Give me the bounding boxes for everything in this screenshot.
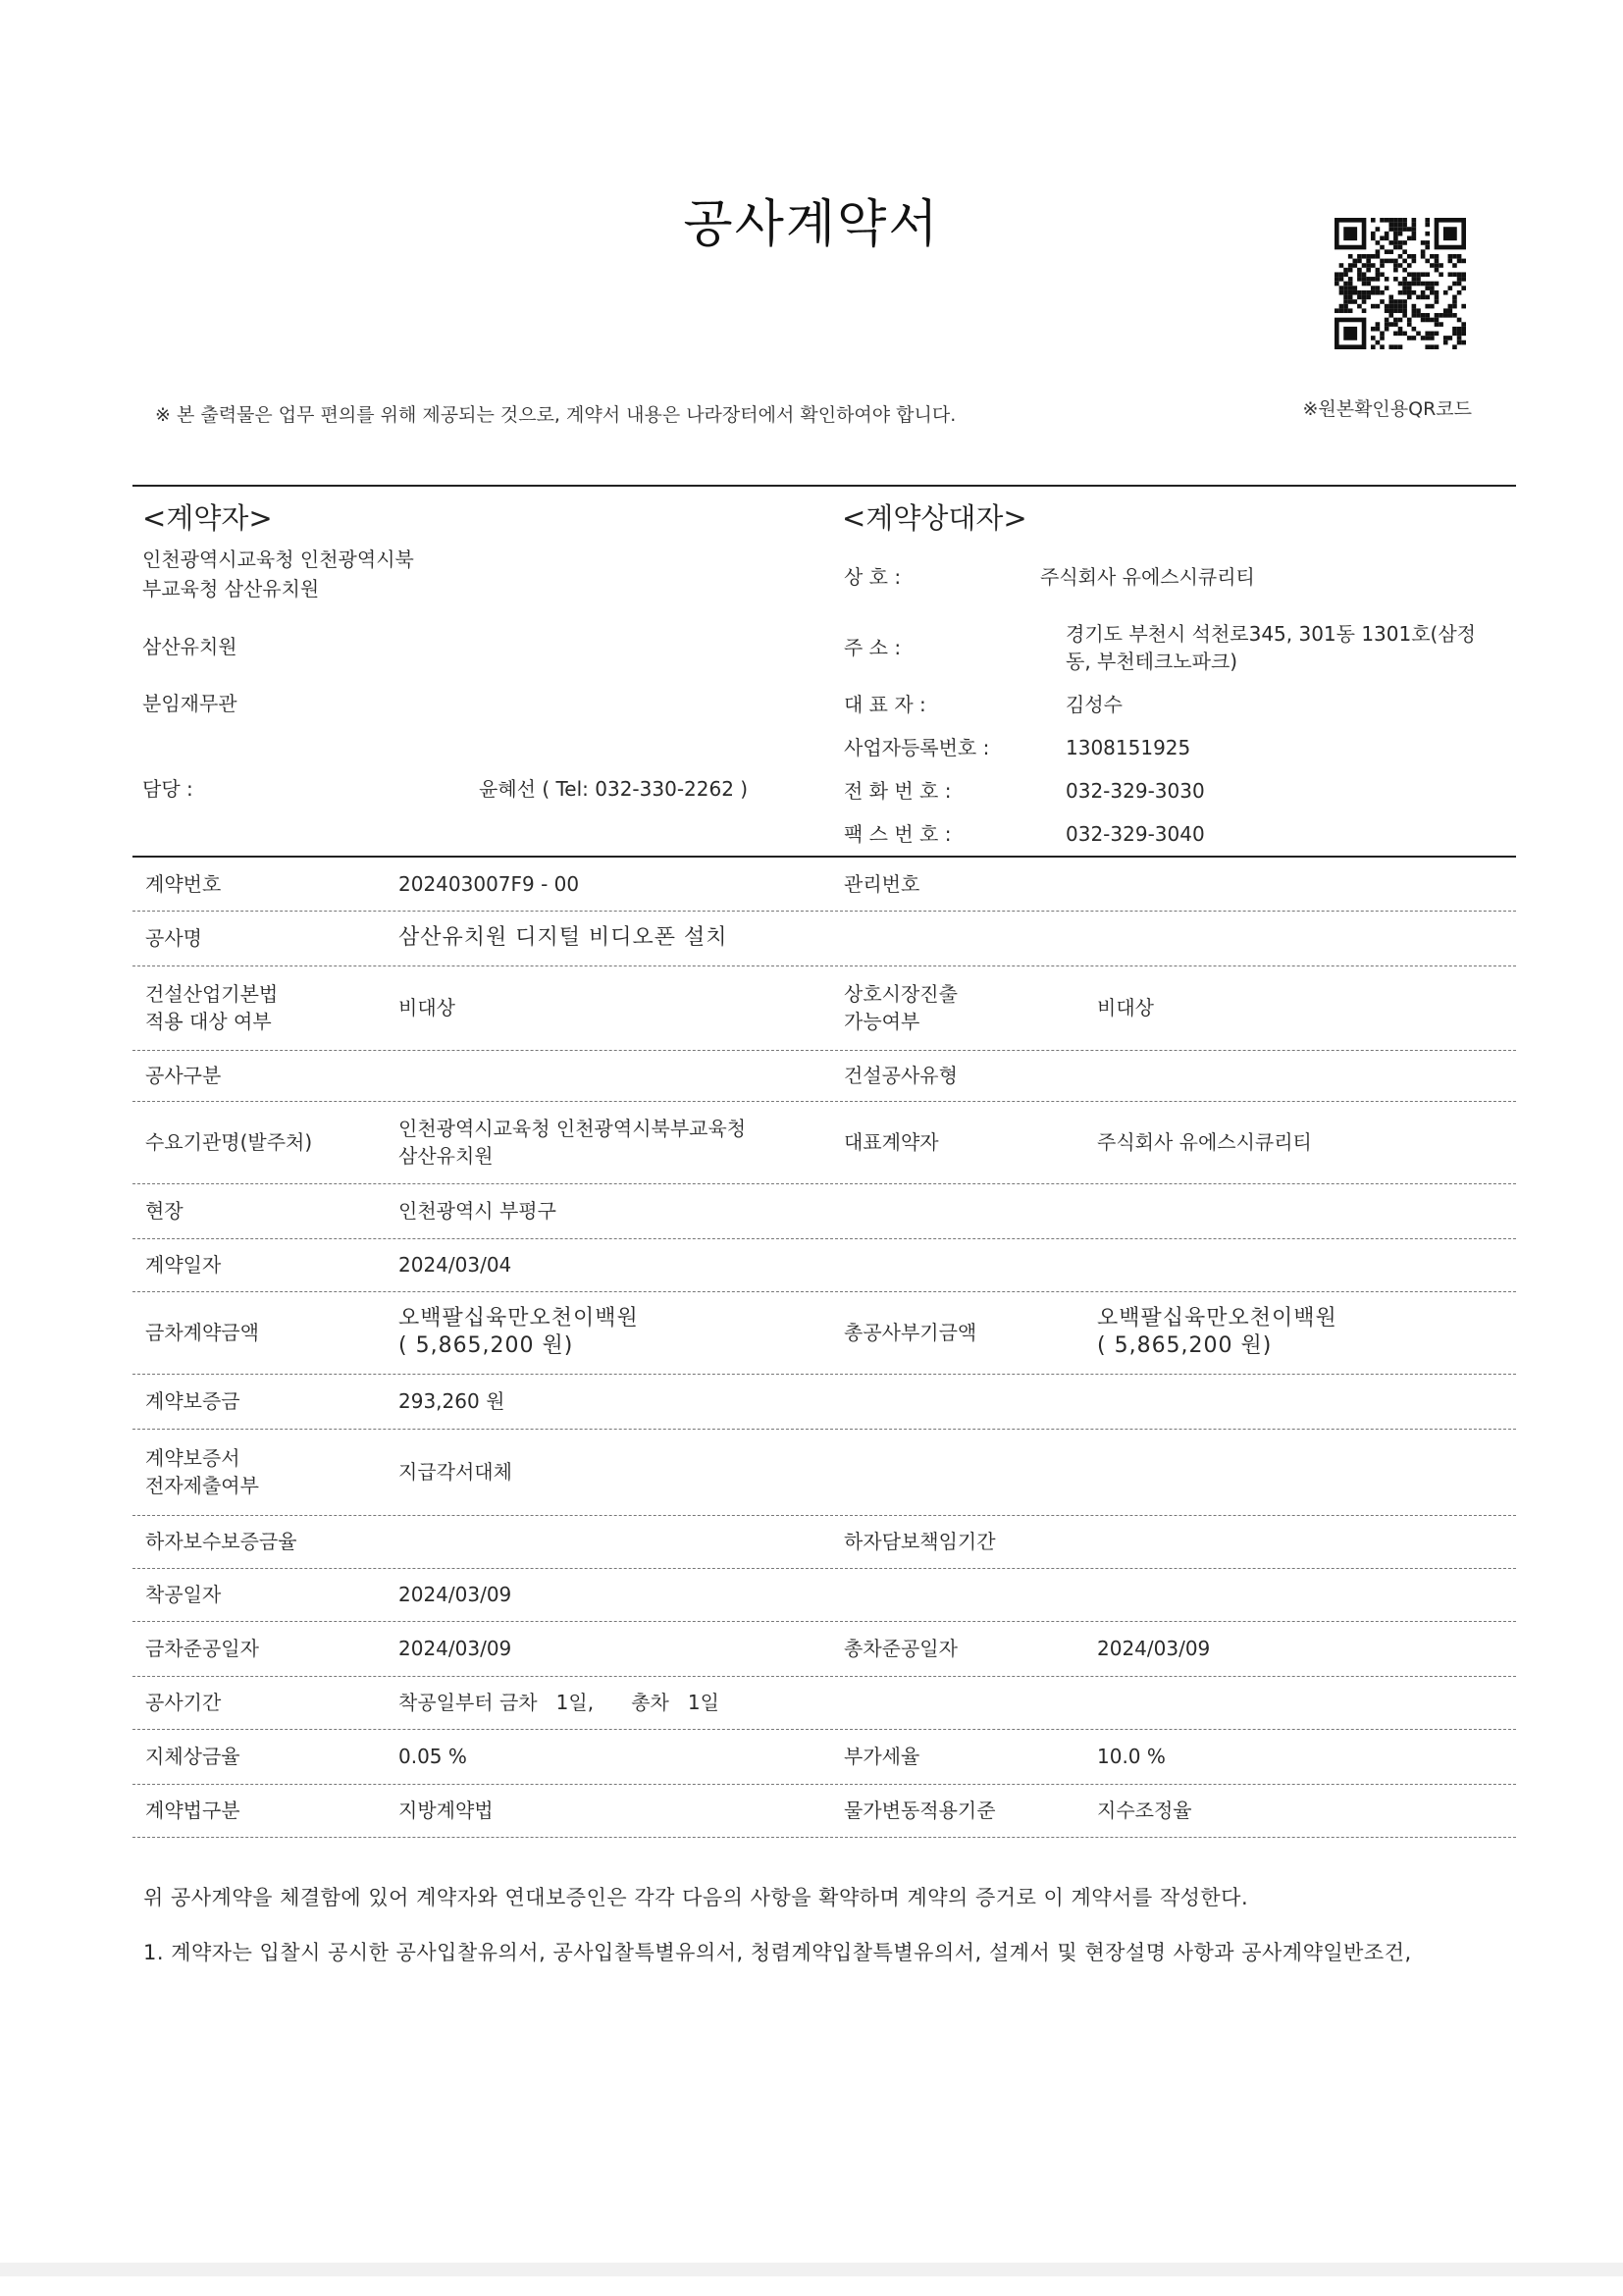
construction-category-label-right: 건설공사유형: [844, 1064, 958, 1087]
construction-name-value: 삼산유치원 디지털 비디오폰 설치: [398, 925, 728, 950]
contract-law-value-right: 지수조정율: [1097, 1799, 1192, 1822]
delay-rate-value: 0.05 %: [398, 1745, 467, 1768]
row-divider: [132, 1729, 1516, 1730]
ordering-agency-value: 인천광역시교육청 인천광역시북부교육청: [398, 1117, 747, 1140]
row-divider: [132, 1101, 1516, 1102]
row-divider: [132, 1183, 1516, 1184]
contractor-office: 분임재무관: [142, 692, 237, 715]
deposit-certificate-label: 계약보증서: [145, 1446, 240, 1470]
row-divider: [132, 1238, 1516, 1239]
delay-rate-label-right: 부가세율: [844, 1745, 920, 1768]
contract-number-value: 202403007F9 - 00: [398, 872, 580, 896]
table-top-rule: [132, 856, 1516, 858]
body-paragraph-2: 1. 계약자는 입찰시 공시한 공사입찰유의서, 공사입찰특별유의서, 청렴계약입찰특별유의서, 설계서 및 현장설명 사항과 공사계약일반조건,: [143, 1941, 1412, 1964]
counterparty-ceo-label: 대 표 자 :: [844, 693, 926, 716]
row-divider: [132, 1784, 1516, 1785]
qr-code-icon: [1335, 218, 1466, 349]
contract-number-label: 계약번호: [145, 872, 222, 896]
contract-date-label: 계약일자: [145, 1253, 222, 1277]
completion-date-label: 금차준공일자: [145, 1637, 259, 1660]
contractor-org-line2: 부교육청 삼산유치원: [142, 577, 320, 600]
contractor-heading: <계약자>: [142, 501, 273, 535]
row-divider: [132, 1837, 1516, 1838]
contract-number-label-right: 관리번호: [844, 872, 920, 896]
ordering-agency-value-right: 주식회사 유에스시큐리티: [1097, 1130, 1312, 1154]
construction-act-value: 비대상: [398, 996, 455, 1019]
row-divider: [132, 1568, 1516, 1569]
defect-rate-label: 하자보수보증금율: [145, 1530, 297, 1553]
start-date-label: 착공일자: [145, 1583, 222, 1606]
counterparty-name-label: 상 호 :: [844, 565, 902, 589]
contract-deposit-label: 계약보증금: [145, 1389, 240, 1413]
counterparty-ceo-value: 김성수: [1066, 693, 1123, 716]
construction-category-label: 공사구분: [145, 1064, 222, 1087]
construction-period-value: 착공일부터 금차 1일, 총차 1일: [398, 1691, 719, 1714]
completion-date-label-right: 총차준공일자: [844, 1637, 958, 1660]
row-divider: [132, 1515, 1516, 1516]
contract-amount-value-right: 오백팔십육만오천이백원: [1097, 1306, 1337, 1331]
deposit-certificate-value: 지급각서대체: [398, 1460, 512, 1484]
ordering-agency-value-line2: 삼산유치원: [398, 1144, 494, 1168]
contract-law-value: 지방계약법: [398, 1799, 494, 1822]
row-divider: [132, 1676, 1516, 1677]
counterparty-address-line1: 경기도 부천시 석천로345, 301동 1301호(삼정: [1066, 622, 1476, 646]
deposit-certificate-label-line2: 전자제출여부: [145, 1474, 259, 1497]
site-value: 인천광역시 부평구: [398, 1199, 556, 1223]
contract-date-value: 2024/03/04: [398, 1253, 512, 1277]
contractor-manager-label: 담당 :: [142, 777, 193, 801]
counterparty-address-label: 주 소 :: [844, 636, 902, 659]
contract-amount-label: 금차계약금액: [145, 1321, 259, 1344]
contractor-org-line1: 인천광역시교육청 인천광역시북: [142, 548, 414, 571]
contract-amount-value: 오백팔십육만오천이백원: [398, 1306, 639, 1331]
counterparty-name-value: 주식회사 유에스시큐리티: [1040, 565, 1255, 589]
site-label: 현장: [145, 1199, 183, 1223]
contract-amount-label-right: 총공사부기금액: [844, 1321, 977, 1344]
delay-rate-label: 지체상금율: [145, 1745, 240, 1768]
row-divider: [132, 1621, 1516, 1622]
ordering-agency-label-right: 대표계약자: [844, 1130, 939, 1154]
completion-date-value-right: 2024/03/09: [1097, 1637, 1211, 1660]
delay-rate-value-right: 10.0 %: [1097, 1745, 1166, 1768]
construction-act-label-right: 상호시장진출: [844, 982, 958, 1006]
counterparty-phone-value: 032-329-3030: [1066, 779, 1205, 803]
ordering-agency-label: 수요기관명(발주처): [145, 1130, 313, 1154]
counterparty-address-line2: 동, 부천테크노파크): [1066, 650, 1238, 673]
document-title: 공사계약서: [683, 195, 940, 254]
construction-act-value-right: 비대상: [1097, 996, 1154, 1019]
contract-deposit-value: 293,260 원: [398, 1389, 505, 1413]
completion-date-value: 2024/03/09: [398, 1637, 512, 1660]
counterparty-fax-label: 팩 스 번 호 :: [844, 822, 952, 846]
row-divider: [132, 1291, 1516, 1292]
counterparty-heading: <계약상대자>: [842, 501, 1027, 535]
counterparty-fax-value: 032-329-3040: [1066, 822, 1205, 846]
row-divider: [132, 911, 1516, 912]
scan-edge: [0, 2263, 1623, 2276]
row-divider: [132, 1050, 1516, 1051]
notice-text: ※ 본 출력물은 업무 편의를 위해 제공되는 것으로, 계약서 내용은 나라장터에서 확인하여야 합니다.: [155, 404, 957, 426]
defect-rate-label-right: 하자담보책임기간: [844, 1530, 996, 1553]
contractor-school: 삼산유치원: [142, 635, 237, 658]
contractor-manager-value: 윤혜선 ( Tel: 032-330-2262 ): [479, 777, 749, 801]
row-divider: [132, 1429, 1516, 1430]
top-rule: [132, 485, 1516, 487]
construction-name-label: 공사명: [145, 926, 202, 950]
construction-act-label: 건설산업기본법: [145, 982, 279, 1006]
construction-period-label: 공사기간: [145, 1691, 222, 1714]
start-date-value: 2024/03/09: [398, 1583, 512, 1606]
counterparty-bizno-label: 사업자등록번호 :: [844, 736, 990, 759]
counterparty-bizno-value: 1308151925: [1066, 736, 1191, 759]
row-divider: [132, 1374, 1516, 1375]
construction-act-label-right-line2: 가능여부: [844, 1010, 920, 1033]
row-divider: [132, 965, 1516, 966]
contract-amount-value-line2: ( 5,865,200 원): [398, 1333, 574, 1358]
counterparty-phone-label: 전 화 번 호 :: [844, 779, 952, 803]
construction-act-label-line2: 적용 대상 여부: [145, 1010, 272, 1033]
contract-amount-value-right-line2: ( 5,865,200 원): [1097, 1333, 1273, 1358]
contract-law-label-right: 물가변동적용기준: [844, 1799, 996, 1822]
body-paragraph-1: 위 공사계약을 체결함에 있어 계약자와 연대보증인은 각각 다음의 사항을 확약하며 계약의 증거로 이 계약서를 작성한다.: [143, 1886, 1249, 1909]
qr-label: ※원본확인용QR코드: [1302, 398, 1472, 420]
contract-law-label: 계약법구분: [145, 1799, 240, 1822]
